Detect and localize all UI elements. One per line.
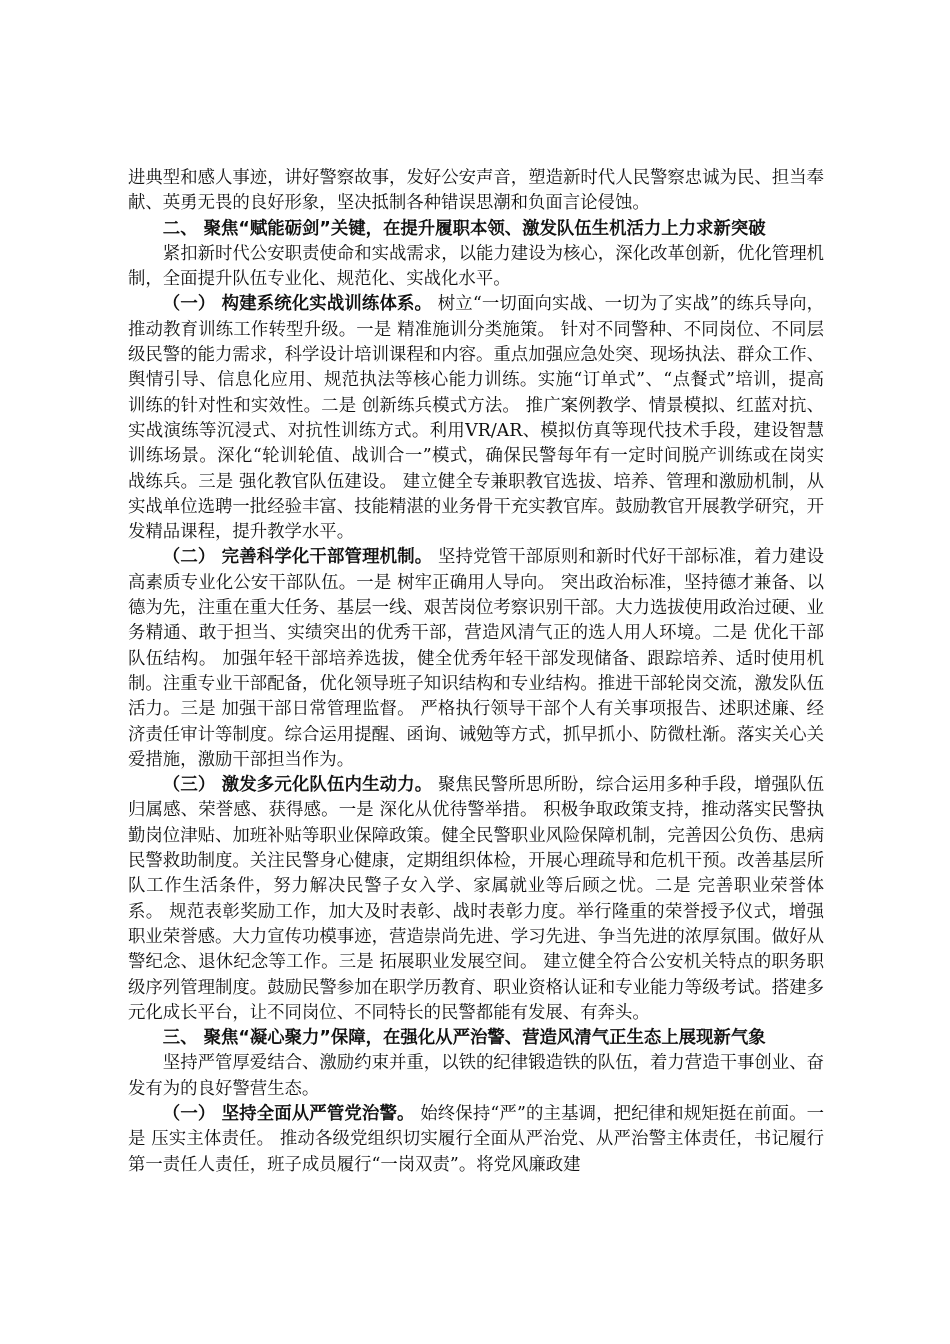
section-2-item-2 (128, 545, 824, 773)
section-2-item-2-title: （二） 完善科学化干部管理机制。 (162, 547, 433, 568)
section-2-item-3-title: （三） 激发多元化队伍内生动力。 (162, 775, 433, 796)
section-2-item-1 (128, 292, 824, 545)
section-3-item-1 (128, 1102, 824, 1178)
section-3-intro: 坚持严管厚爱结合、激励约束并重，以铁的纪律锻造铁的队伍，着力营造干事创业、奋发有为的良好警营生态。 (128, 1053, 824, 1099)
section-2-heading: 二、 聚焦“赋能砺剑”关键，在提升履职本领、激发队伍生机活力上力求新突破 (162, 218, 766, 239)
section-3-heading: 三、 聚焦“凝心聚力”保障，在强化从严治警、营造风清气正生态上展现新气象 (162, 1028, 766, 1049)
section-3-item-1-title: （一） 坚持全面从严管党治警。 (162, 1103, 415, 1124)
paragraph-continuation: 进典型和感人事迹，讲好警察故事，发好公安声音，塑造新时代人民警察忠诚为民、担当奉献、英勇无畏的良好形象，坚决抵制各种错误思潮和负面言论侵蚀。 (128, 168, 824, 214)
section-2-item-2-body: 坚持党管干部原则和新时代好干部标准，着力建设高素质专业化公安干部队伍。一是 树牢正确用人导向。 突出政治标准，坚持德才兼备、以德为先，注重在重大任务、基层一线、艰苦岗位考察识别干部。大力选拔使用政治过硬、业务精通、敢于担当、实绩突出的优秀干部，营造风清气正的选人用人环境。二是 优化干部队伍结构。 加强年轻干部培养选拔，健全优秀年轻干部发现储备、跟踪培养、适时使用机制。注重专业干部配备，优化领导班子知识结构和专业结构。推进干部轮岗交流，激发队伍活力。三是 加强干部日常管理监督。 严格执行领导干部个人有关事项报告、述职述廉、经济责任审计等制度。综合运用提醒、函询、诫勉等方式，抓早抓小、防微杜渐。落实关心关爱措施，激励干部担当作为。 (128, 547, 825, 770)
section-2-item-3-body: 聚焦民警所思所盼，综合运用多种手段，增强队伍归属感、荣誉感、获得感。一是 深化从优待警举措。 积极争取政策支持，推动落实民警执勤岗位津贴、加班补贴等职业保障政策。健全民警职业风险保障机制，完善因公负伤、患病民警救助制度。关注民警身心健康，定期组织体检，开展心理疏导和危机干预。改善基层所队工作生活条件，努力解决民警子女入学、家属就业等后顾之忧。二是 完善职业荣誉体系。 规范表彰奖励工作，加大及时表彰、战时表彰力度。举行隆重的荣誉授予仪式，增强职业荣誉感。大力宣传功模事迹，营造崇尚先进、学习先进、争当先进的浓厚氛围。做好从警纪念、退休纪念等工作。三是 拓展职业发展空间。 建立健全符合公安机关特点的职务职级序列管理制度。鼓励民警参加在职学历教育、职业资格认证和专业能力等级考试。搭建多元化成长平台，让不同岗位、不同特长的民警都能有发展、有奔头。 (128, 775, 825, 1023)
document-body (128, 166, 824, 1178)
section-2-item-1-title: （一） 构建系统化实战训练体系。 (162, 294, 433, 315)
section-2-item-1-body: 树立“一切面向实战、一切为了实战”的练兵导向，推动教育训练工作转型升级。一是 精准施训分类施策。 针对不同警种、不同岗位、不同层级民警的能力需求，科学设计培训课程和内容。重点加强应急处突、现场执法、群众工作、舆情引导、信息化应用、规范执法等核心能力训练。实施“订单式”、“点餐式”培训，提高训练的针对性和实效性。二是 创新练兵模式方法。 推广案例教学、情景模拟、红蓝对抗、实战演练等沉浸式、对抗性训练方式。利用VR/AR、模拟仿真等现代技术手段，建设智慧训练场景。深化“轮训轮值、战训合一”模式，确保民警每年有一定时间脱产训练或在岗实战练兵。三是 强化教官队伍建设。 建立健全专兼职教官选拔、培养、管理和激励机制，从实战单位选聘一批经验丰富、技能精湛的业务骨干充实教官库。鼓励教官开展教学研究，开发精品课程，提升教学水平。 (128, 294, 824, 543)
section-2-intro: 紧扣新时代公安职责使命和实战需求，以能力建设为核心，深化改革创新，优化管理机制，全面提升队伍专业化、规范化、实战化水平。 (128, 243, 824, 290)
section-3-item-1-body: 始终保持“严”的主基调，把纪律和规矩挺在前面。一是 压实主体责任。 推动各级党组织切实履行全面从严治党、从严治警主体责任，书记履行第一责任人责任，班子成员履行“一岗双责”。将党风廉政建 (128, 1103, 825, 1175)
section-2-item-3 (128, 773, 824, 1026)
